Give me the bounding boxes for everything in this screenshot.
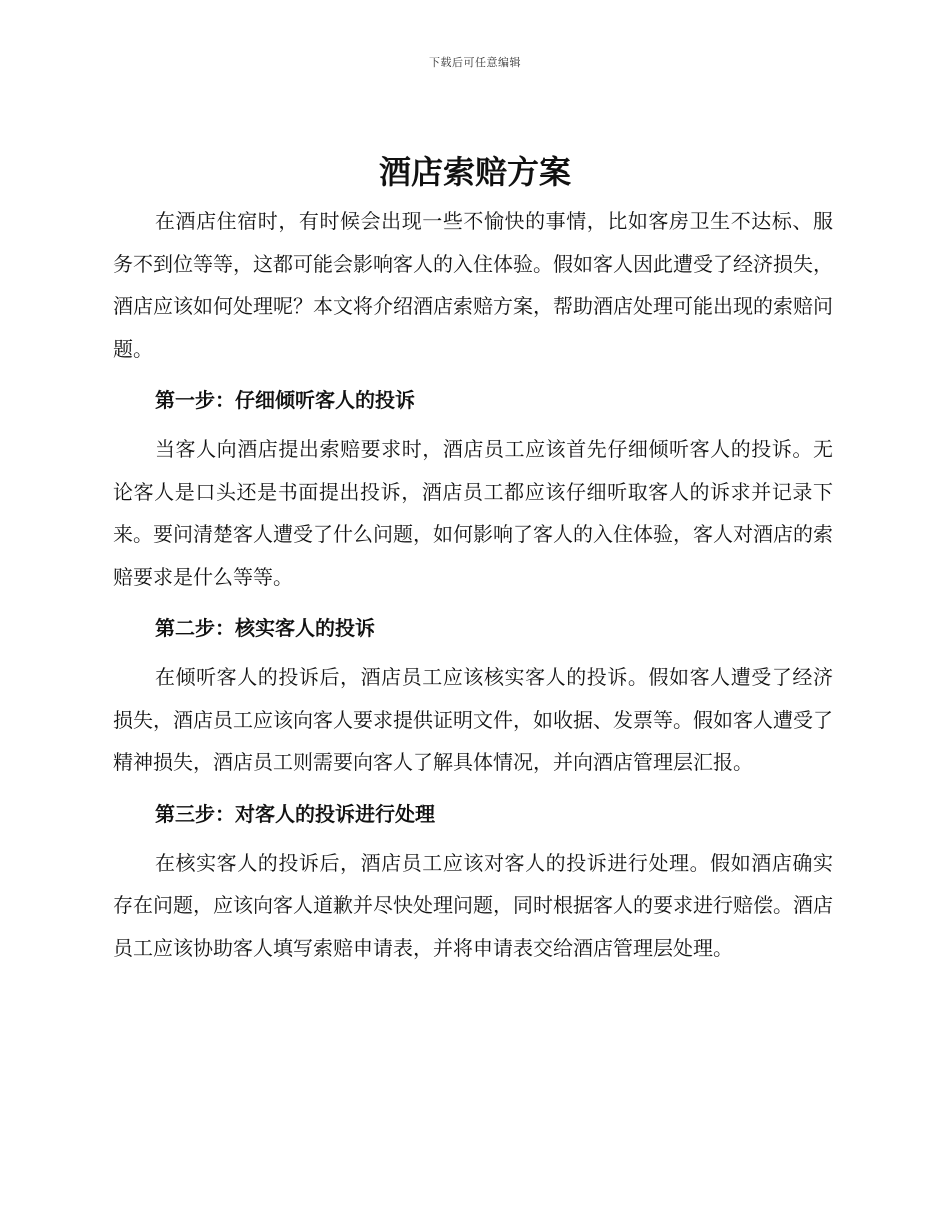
document-body xyxy=(113,200,833,969)
section-heading-3: 第三步：对客人的投诉进行处理 xyxy=(155,801,435,826)
section-heading-2: 第二步：核实客人的投诉 xyxy=(155,616,375,640)
document-title: 酒店索赔方案 xyxy=(378,153,571,191)
page-header: 下载后可任意编辑 xyxy=(429,56,521,69)
section-paragraph-1: 当客人向酒店提出索赔要求时，酒店员工应该首先仔细倾听客人的投诉。无论客人是口头还是书面提出投诉，酒店员工都应该仔细听取客人的诉求并记录下来。要问清楚客人遭受了什么问题，如何影响了客人的入住体验，客人对酒店的索赔要求是什么等等。 xyxy=(113,437,833,589)
section-paragraph-2: 在倾听客人的投诉后，酒店员工应该核实客人的投诉。假如客人遭受了经济损失，酒店员工应该向客人要求提供证明文件，如收据、发票等。假如客人遭受了精神损失，酒店员工则需要向客人了解具体情况，并向酒店管理层汇报。 xyxy=(113,665,833,774)
section-paragraph-3: 在核实客人的投诉后，酒店员工应该对客人的投诉进行处理。假如酒店确实存在问题，应该向客人道歉并尽快处理问题，同时根据客人的要求进行赔偿。酒店员工应该协助客人填写索赔申请表，并将申请表交给酒店管理层处理。 xyxy=(113,850,833,960)
section-heading-1: 第一步：仔细倾听客人的投诉 xyxy=(155,388,415,412)
intro-paragraph: 在酒店住宿时，有时候会出现一些不愉快的事情，比如客房卫生不达标、服务不到位等等，这都可能会影响客人的入住体验。假如客人因此遭受了经济损失，酒店应该如何处理呢？本文将介绍酒店索赔方案，帮助酒店处理可能出现的索赔问题。 xyxy=(113,209,833,361)
